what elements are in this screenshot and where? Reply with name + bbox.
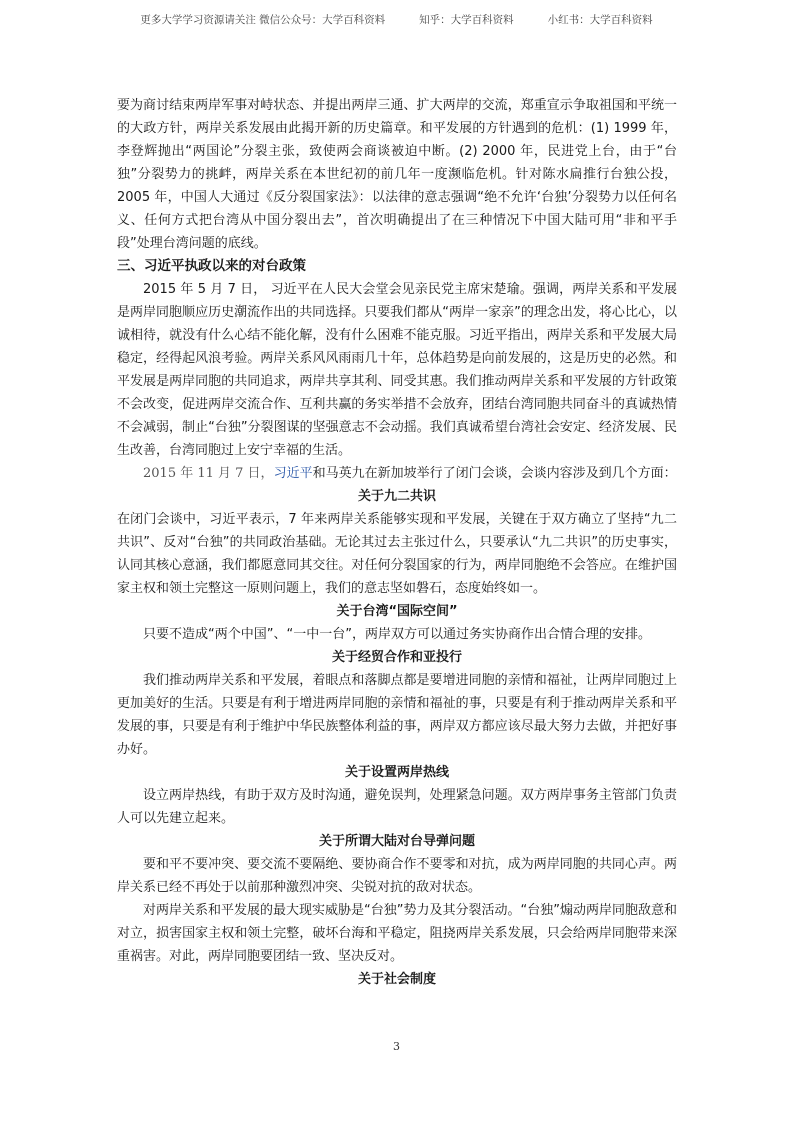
- subheading-hotline: 关于设置两岸热线: [344, 765, 449, 780]
- subheading-international-space: 关于台湾“国际空间”: [336, 604, 458, 619]
- header-xiaohongshu-text: 小红书：大学百科资料: [547, 14, 653, 26]
- meeting-summary-text: 和马英九在新加坡举行了闭门会谈，会谈内容涉及到几个方面：: [312, 466, 677, 481]
- paragraph-nov-2015-meeting: [117, 462, 677, 485]
- subheading-missile-issue: 关于所谓大陆对台导弹问题: [318, 834, 475, 849]
- paragraph-hotline: 设立两岸热线，有助于双方及时沟通，避免误判，处理紧急问题。双方两岸事务主管部门负责人可以先建立起来。: [117, 788, 677, 826]
- subheading-1992-consensus: 关于九二共识: [357, 489, 436, 504]
- meeting-date: 2015 年 11 月 7 日，: [143, 466, 274, 481]
- paragraph-international-space: 只要不造成“两个中国”、“一中一台”，两岸双方可以通过务实协商作出合情合理的安排。: [143, 627, 651, 642]
- header-wechat-text: 更多大学学习资源请关注 微信公众号：大学百科资料: [140, 14, 386, 26]
- subheading-social-system: 关于社会制度: [357, 972, 436, 987]
- paragraph-trade-aiib: 我们推动两岸关系和平发展，着眼点和落脚点都是要增进同胞的亲情和福祉，让两岸同胞过上更加美好的生活。只要是有利于增进两岸同胞的亲情和福祉的事，只要是有利于推动两岸关系和平发展的事，只要是有利于维护中华民族整体利益的事，两岸双方都应该尽最大努力去做，并把好事办好。: [117, 673, 677, 757]
- paragraph-missile-issue: 要和平不要冲突、要交流不要隔绝、要协商合作不要零和对抗，成为两岸同胞的共同心声。两岸关系已经不再处于以前那种激烈冲突、尖锐对抗的敌对状态。: [117, 857, 677, 895]
- subheading-trade-aiib: 关于经贸合作和亚投行: [331, 650, 462, 665]
- document-body: [117, 94, 677, 991]
- page-number: 3: [393, 1040, 400, 1053]
- paragraph-1992-consensus: 在闭门会谈中，习近平表示，7 年来两岸关系能够实现和平发展，关键在于双方确立了坚持“九二共识”、反对“台独”的共同政治基础。无论其过去主张过什么，只要承认“九二共识”的历史事实，认同其核心意涵，我们都愿意同其交往。对任何分裂国家的行为，两岸同胞绝不会答应。在维护国家主权和领土完整这一原则问题上，我们的意志坚如磐石，态度始终如一。: [117, 512, 677, 596]
- paragraph-taiwan-independence-threat: 对两岸关系和平发展的最大现实威胁是“台独”势力及其分裂活动。“台独”煽动两岸同胞敌意和对立，损害国家主权和领土完整，破坏台海和平稳定，阻挠两岸关系发展，只会给两岸同胞带来深重祸害。对此，两岸同胞要团结一致、坚决反对。: [117, 903, 677, 964]
- xi-jinping-link[interactable]: 习近平: [273, 466, 313, 481]
- paragraph-peaceful-development: 要为商讨结束两岸军事对峙状态、并提出两岸三通、扩大两岸的交流，郑重宣示争取祖国和平统一的大政方针，两岸关系发展由此揭开新的历史篇章。和平发展的方针遇到的危机：(1) 1999 年，李登辉抛出“两国论”分裂主张，致使两会商谈被迫中断。(2) 2000 年，民进党上台，由于“台独”分裂势力的挑衅，两岸关系在本世纪初的前几年一度濒临危机。针对陈水扁推行台独公投，2005 年，中国人大通过《反分裂国家法》：以法律的意志强调“绝不允许‘台独’分裂势力以任何名义、任何方式把台湾从中国分裂出去”，首次明确提出了在三种情况下中国大陆可用“非和平手段”处理台湾问题的底线。: [117, 98, 677, 251]
- paragraph-may-2015-meeting: 2015 年 5 月 7 日， 习近平在人民大会堂会见亲民党主席宋楚瑜。强调，两岸关系和平发展是两岸同胞顺应历史潮流作出的共同选择。只要我们都从“两岸一家亲”的理念出发，将心比心，以诚相待，就没有什么心结不能化解，没有什么困难不能克服。习近平指出，两岸关系和平发展大局稳定，经得起风浪考验。两岸关系风风雨雨几十年，总体趋势是向前发展的，这是历史的必然。和平发展是两岸同胞的共同追求，两岸共享其利、同受其惠。我们推动两岸关系和平发展的方针政策不会改变，促进两岸交流合作、互利共赢的务实举措不会放弃，团结台湾同胞共同奋斗的真诚热情不会减弱，制止“台独”分裂图谋的坚强意志不会动摇。我们真诚希望台湾社会安定、经济发展、民生改善，台湾同胞过上安宁幸福的生活。: [117, 282, 677, 458]
- section-heading-xi-policy: 三、习近平执政以来的对台政策: [117, 258, 306, 274]
- page-header: [0, 12, 793, 27]
- header-zhihu-text: 知乎：大学百科资料: [419, 14, 514, 26]
